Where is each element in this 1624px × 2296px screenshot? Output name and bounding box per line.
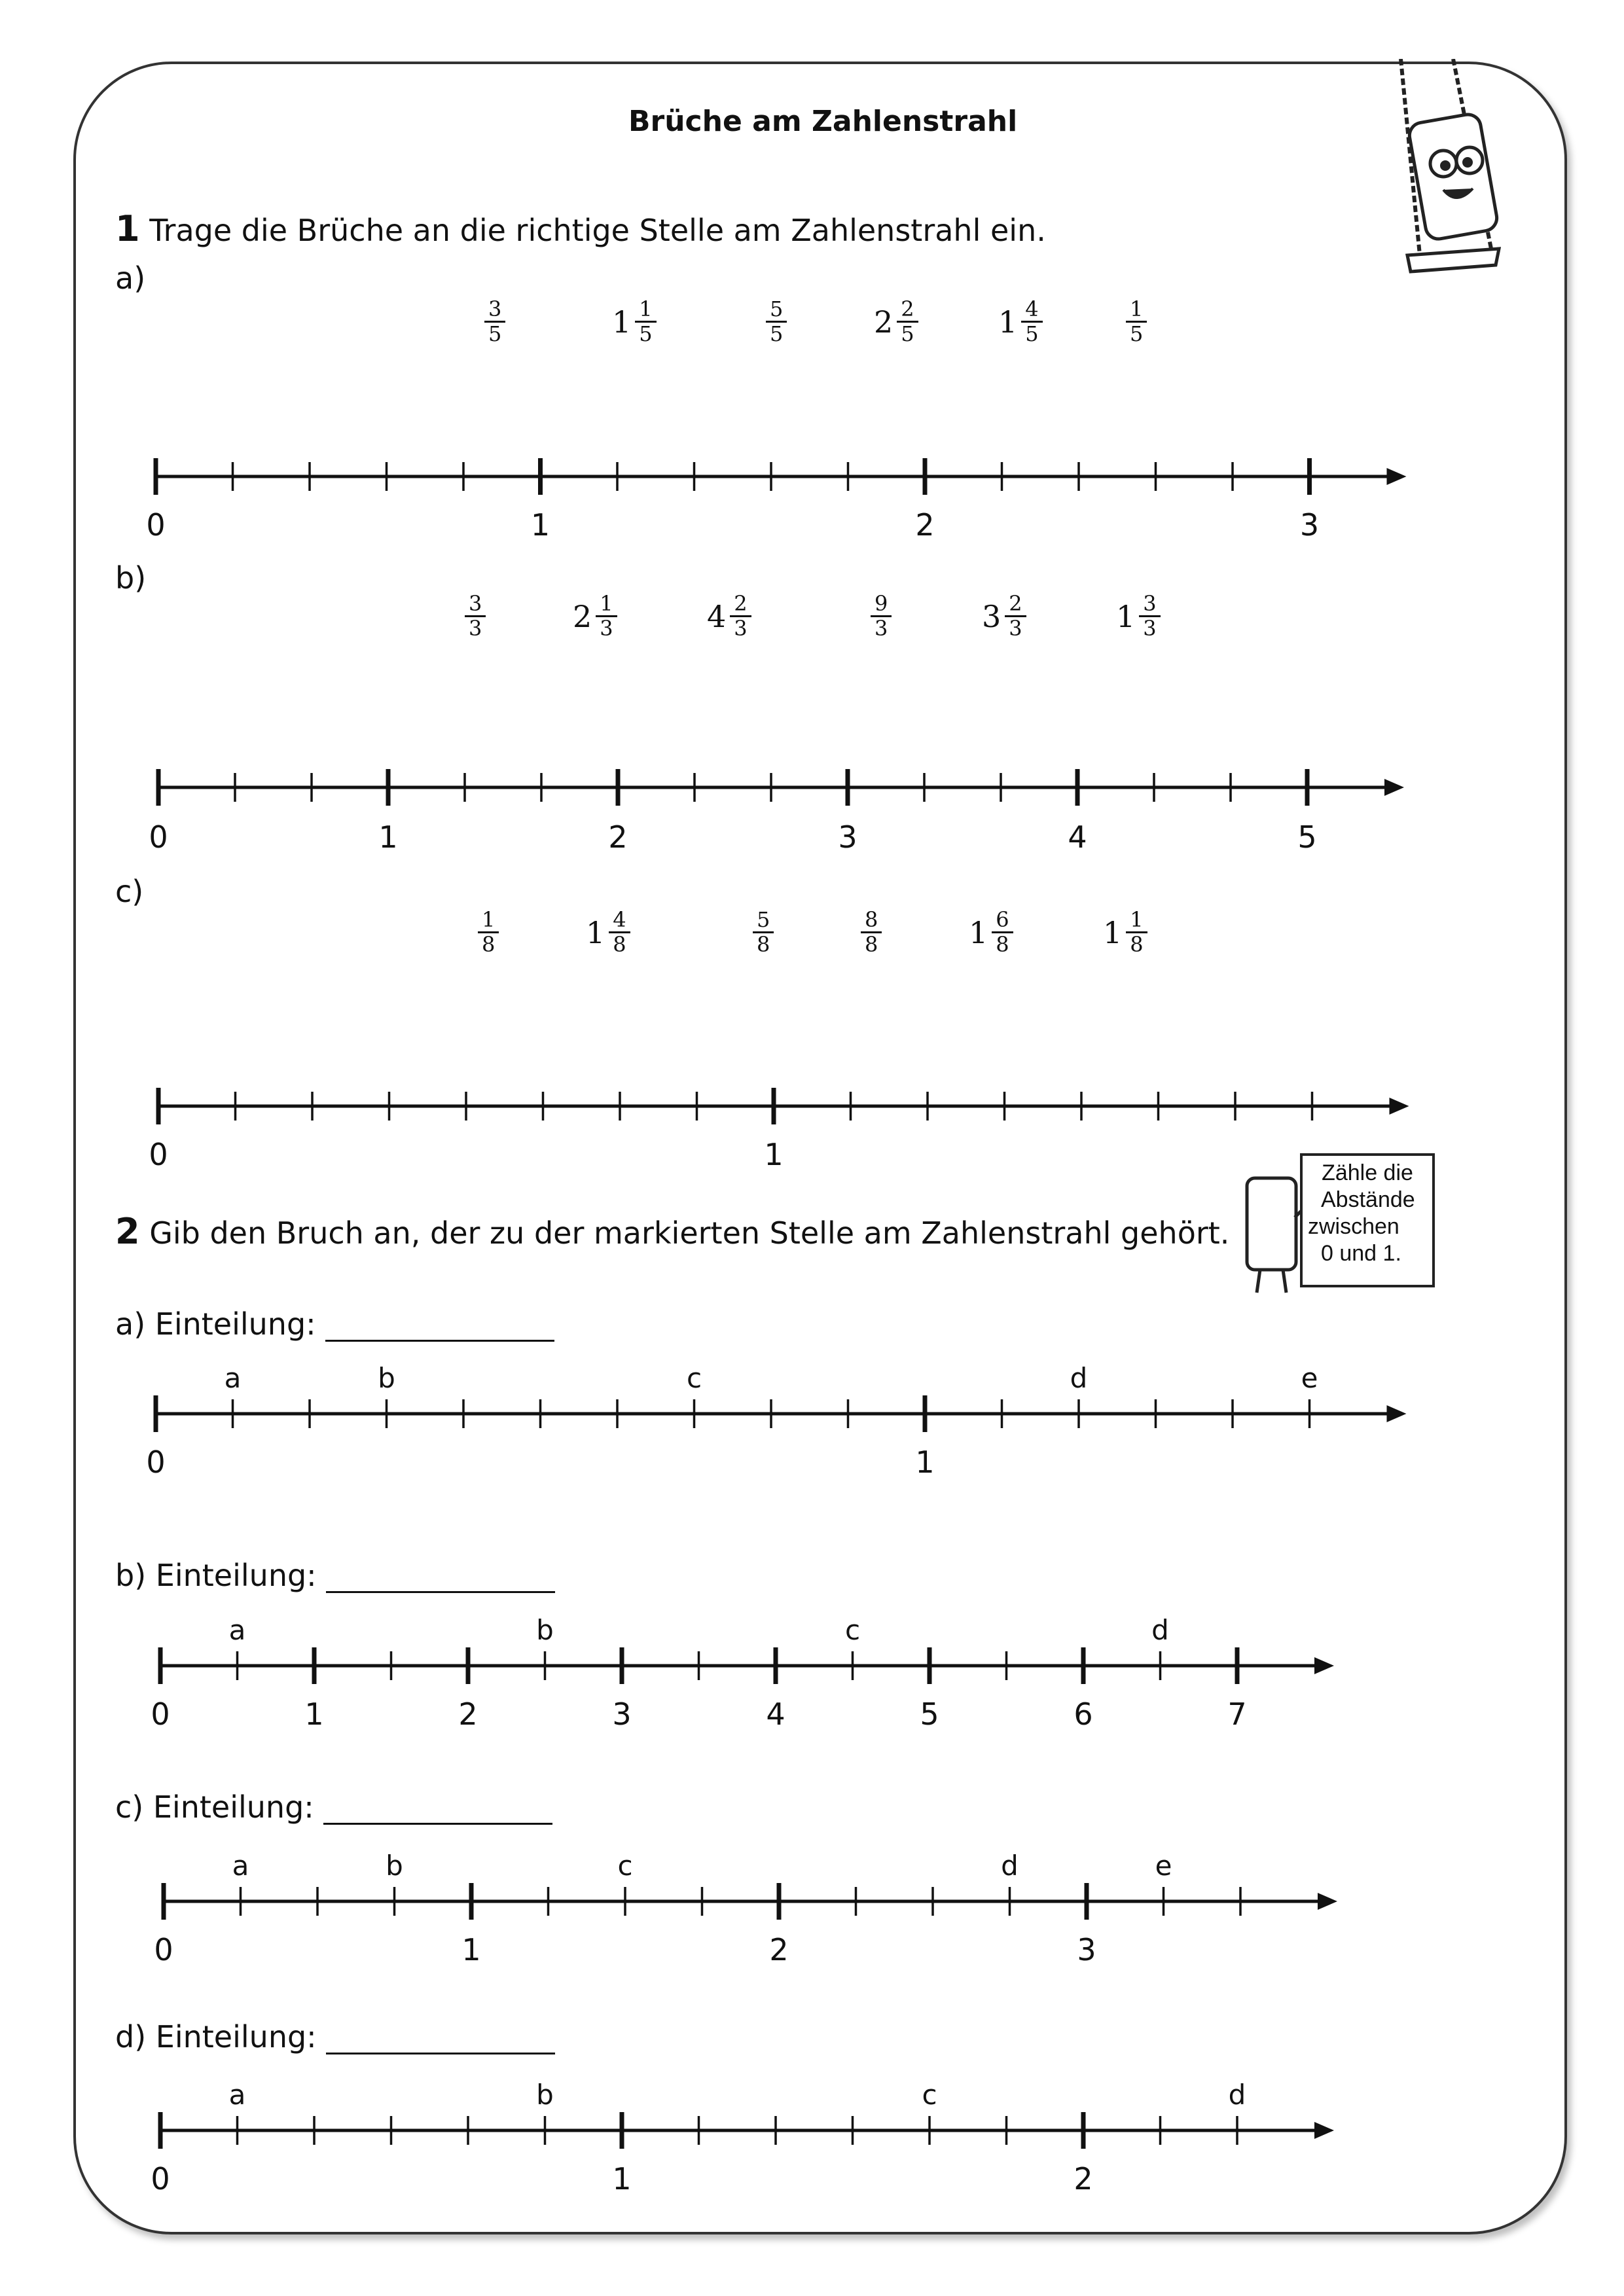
fraction-numerator: 2 — [1005, 592, 1026, 617]
task-2c-label-text: c) Einteilung: — [115, 1789, 314, 1825]
marked-position-label: b — [386, 1850, 403, 1882]
axis-tick-label: 3 — [612, 1696, 632, 1732]
fraction-denominator: 5 — [488, 321, 502, 347]
fraction-whole: 1 — [969, 914, 988, 950]
number-line-1c-arrow — [1390, 1098, 1409, 1115]
marked-position-label: c — [617, 1850, 633, 1882]
fraction-whole: 1 — [1116, 598, 1136, 634]
marked-position-label: c — [686, 1362, 702, 1394]
marked-position-label: b — [536, 1614, 554, 1646]
marked-position-label: a — [224, 1362, 242, 1394]
marked-position-label: d — [1070, 1362, 1088, 1394]
fraction-denominator: 8 — [996, 932, 1009, 958]
axis-tick-label: 3 — [838, 819, 857, 855]
fraction-denominator: 3 — [1143, 616, 1157, 641]
task-2-text: Gib den Bruch an, der zu der markierten Stelle am Zahlenstrahl gehört. — [149, 1215, 1230, 1251]
fraction-whole: 1 — [612, 304, 632, 340]
axis-tick-label: 3 — [1077, 1932, 1096, 1967]
fraction-numerator: 1 — [1126, 298, 1147, 323]
axis-tick-label: 1 — [378, 819, 398, 855]
fraction-denominator: 5 — [639, 321, 653, 347]
fraction-denominator: 3 — [875, 616, 888, 641]
fraction-whole: 2 — [874, 304, 893, 340]
marked-position-label: e — [1155, 1850, 1172, 1882]
fraction-numerator: 3 — [484, 298, 505, 323]
marked-position-label: d — [1001, 1850, 1019, 1882]
task-1b-label: b) — [115, 560, 147, 596]
axis-tick-label: 0 — [149, 819, 168, 855]
axis-tick-label: 1 — [915, 1444, 935, 1480]
fraction-numerator: 1 — [1126, 908, 1147, 933]
marked-position-label: c — [844, 1614, 861, 1646]
task-2d-label-text: d) Einteilung: — [115, 2019, 317, 2054]
fraction-numerator: 2 — [897, 298, 918, 323]
marked-position-label: c — [922, 2079, 937, 2111]
axis-tick-label: 0 — [154, 1932, 173, 1967]
task-2-number: 2 — [115, 1211, 140, 1252]
axis-tick-label: 0 — [151, 1696, 170, 1732]
fraction-numerator: 1 — [596, 592, 617, 617]
number-line-1a-arrow — [1387, 468, 1407, 485]
axis-tick-label: 0 — [149, 1137, 168, 1172]
hint-line: Zähle die — [1322, 1160, 1413, 1185]
task-1c-label: c) — [115, 874, 144, 909]
fraction-numerator: 9 — [871, 592, 892, 617]
fraction-whole: 4 — [707, 598, 727, 634]
fraction-numerator: 4 — [1021, 298, 1042, 323]
fraction-denominator: 3 — [469, 616, 482, 641]
task-1a-label: a) — [115, 260, 146, 296]
marked-position-label: a — [232, 1850, 249, 1882]
marked-position-label: e — [1301, 1362, 1318, 1394]
fraction-numerator: 5 — [766, 298, 787, 323]
axis-tick-label: 1 — [304, 1696, 324, 1732]
number-line-2a-arrow — [1387, 1405, 1407, 1422]
axis-tick-label: 6 — [1074, 1696, 1093, 1732]
axis-tick-label: 0 — [151, 2161, 170, 2197]
number-line-2b-arrow — [1314, 1657, 1334, 1674]
fraction-denominator: 3 — [734, 616, 748, 641]
task-1-number: 1 — [115, 208, 140, 249]
fraction-denominator: 8 — [865, 932, 878, 958]
axis-tick-label: 4 — [1068, 819, 1087, 855]
fraction-denominator: 8 — [482, 932, 496, 958]
axis-tick-label: 1 — [530, 507, 550, 543]
axis-tick-label: 1 — [612, 2161, 632, 2197]
fraction-whole: 1 — [586, 914, 605, 950]
task-2a-label-text: a) Einteilung: — [115, 1306, 316, 1342]
fraction-whole: 1 — [998, 304, 1018, 340]
marked-position-label: d — [1228, 2079, 1246, 2111]
axis-tick-label: 5 — [920, 1696, 939, 1732]
fraction-denominator: 5 — [901, 321, 914, 347]
fraction-whole: 1 — [1103, 914, 1123, 950]
fraction-denominator: 8 — [613, 932, 626, 958]
axis-tick-label: 0 — [146, 1444, 166, 1480]
fraction-numerator: 6 — [992, 908, 1013, 933]
marked-position-label: a — [228, 2079, 246, 2111]
fraction-denominator: 5 — [1130, 321, 1144, 347]
axis-tick-label: 7 — [1227, 1696, 1247, 1732]
axis-tick-label: 4 — [766, 1696, 785, 1732]
hint-line: zwischen — [1308, 1214, 1399, 1239]
axis-tick-label: 2 — [1074, 2161, 1093, 2197]
task-2b-label-text: b) Einteilung: — [115, 1558, 317, 1593]
fraction-numerator: 4 — [609, 908, 630, 933]
marked-position-label: a — [228, 1614, 246, 1646]
number-line-2c-arrow — [1318, 1893, 1337, 1910]
fraction-numerator: 5 — [753, 908, 774, 933]
fraction-denominator: 5 — [770, 321, 784, 347]
fraction-whole: 2 — [573, 598, 592, 634]
fraction-whole: 3 — [982, 598, 1001, 634]
fraction-denominator: 8 — [757, 932, 770, 958]
axis-tick-label: 2 — [458, 1696, 478, 1732]
page-title: Brüche am Zahlenstrahl — [628, 105, 1018, 138]
axis-tick-label: 3 — [1299, 507, 1320, 543]
axis-tick-label: 0 — [146, 507, 166, 543]
marked-position-label: b — [536, 2079, 554, 2111]
number-line-2d-arrow — [1314, 2122, 1334, 2139]
fraction-numerator: 1 — [478, 908, 499, 933]
hint-line: 0 und 1. — [1321, 1241, 1401, 1266]
number-line-1b-arrow — [1384, 779, 1404, 796]
fraction-denominator: 3 — [1009, 616, 1022, 641]
axis-tick-label: 5 — [1297, 819, 1317, 855]
axis-tick-label: 2 — [769, 1932, 789, 1967]
fraction-numerator: 8 — [861, 908, 882, 933]
task-1-text: Trage die Brüche an die richtige Stelle am Zahlenstrahl ein. — [149, 213, 1046, 248]
fraction-denominator: 5 — [1025, 321, 1039, 347]
hint-line: Abstände — [1321, 1187, 1415, 1212]
fraction-numerator: 2 — [730, 592, 751, 617]
marked-position-label: d — [1151, 1614, 1169, 1646]
fraction-numerator: 3 — [1139, 592, 1160, 617]
fraction-numerator: 1 — [635, 298, 656, 323]
fraction-numerator: 3 — [465, 592, 486, 617]
fraction-denominator: 8 — [1130, 932, 1144, 958]
axis-tick-label: 1 — [764, 1137, 784, 1172]
axis-tick-label: 2 — [608, 819, 628, 855]
axis-tick-label: 1 — [461, 1932, 481, 1967]
axis-tick-label: 2 — [915, 507, 935, 543]
marked-position-label: b — [378, 1362, 395, 1394]
fraction-denominator: 3 — [600, 616, 613, 641]
